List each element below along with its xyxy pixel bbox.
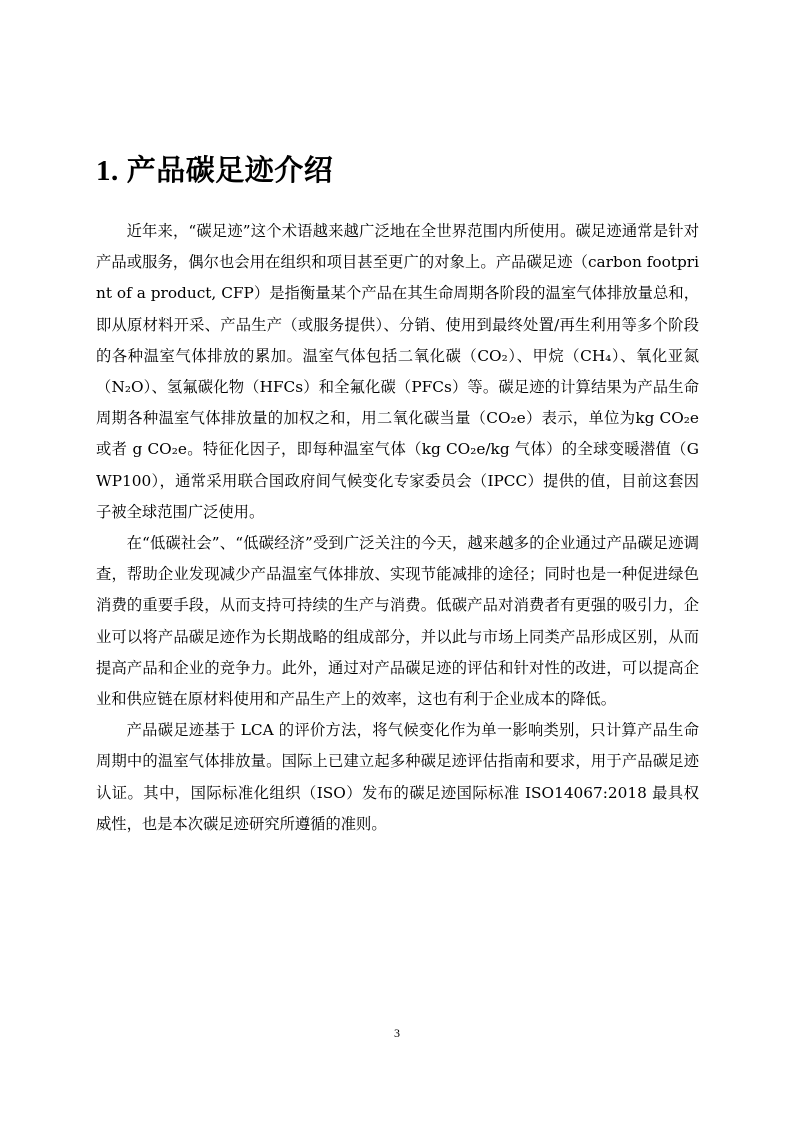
paragraph-lca-method: 产品碳足迹基于 LCA 的评价方法，将气候变化作为单一影响类别，只计算产品生命周期中的温室气体排放量。国际上已建立起多种碳足迹评估指南和要求，用于产品碳足迹认证。其中，国际标准化组织（ISO）发布的碳足迹国际标准 ISO14067:2018 最具权威性，也是本次碳足迹研究所遵循的准则。 [96, 721, 699, 833]
section-title: 产品碳足迹介绍 [126, 153, 334, 187]
body-text [96, 216, 699, 840]
section-number: 1. [96, 155, 119, 187]
page-number: 3 [394, 1026, 400, 1040]
paragraph-low-carbon: 在“低碳社会”、“低碳经济”受到广泛关注的今天，越来越多的企业通过产品碳足迹调查，帮助企业发现减少产品温室气体排放、实现节能减排的途径；同时也是一种促进绿色消费的重要手段，从而支持可持续的生产与消费。低碳产品对消费者有更强的吸引力，企业可以将产品碳足迹作为长期战略的组成部分，并以此与市场上同类产品形成区别，从而提高产品和企业的竞争力。此外，通过对产品碳足迹的评估和针对性的改进，可以提高企业和供应链在原材料使用和产品生产上的效率，这也有利于企业成本的降低。 [96, 534, 699, 709]
section-heading [96, 150, 333, 191]
paragraph-intro: 近年来，“碳足迹”这个术语越来越广泛地在全世界范围内所使用。碳足迹通常是针对产品或服务，偶尔也会用在组织和项目甚至更广的对象上。产品碳足迹（carbon footprint of a product, CFP）是指衡量某个产品在其生命周期各阶段的温室气体排放量总和，即从原材料开采、产品生产（或服务提供）、分销、使用到最终处置/再生利用等多个阶段的各种温室气体排放的累加。温室气体包括二氧化碳（CO₂）、甲烷（CH₄）、氧化亚氮（N₂O）、氢氟碳化物（HFCs）和全氟化碳（PFCs）等。碳足迹的计算结果为产品生命周期各种温室气体排放量的加权之和，用二氧化碳当量（CO₂e）表示，单位为kg CO₂e 或者 g CO₂e。特征化因子，即每种温室气体（kg CO₂e/kg 气体）的全球变暖潜值（GWP100），通常采用联合国政府间气候变化专家委员会（IPCC）提供的值，目前这套因子被全球范围广泛使用。 [96, 222, 699, 521]
